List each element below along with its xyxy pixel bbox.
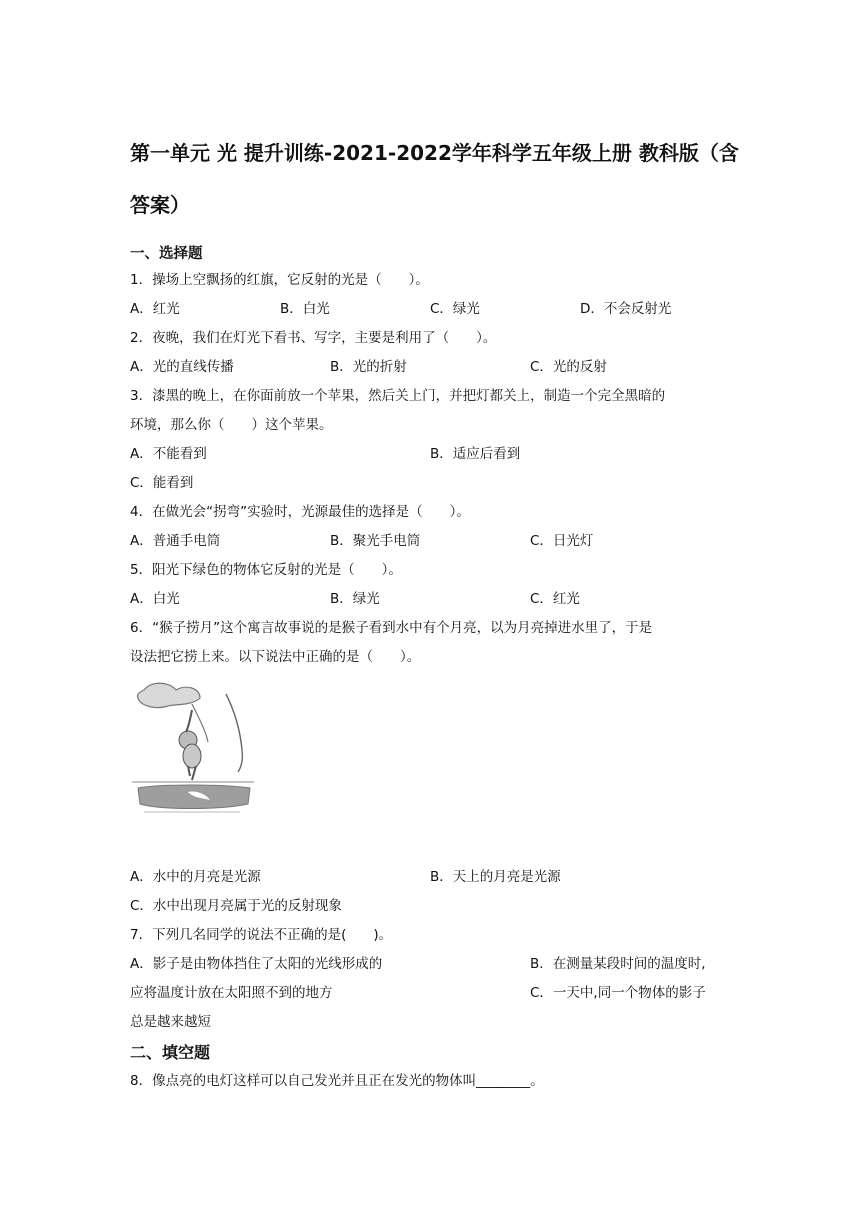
q2-option-a: A．光的直线传播 <box>130 359 234 375</box>
question-6-stem-line-1: 6．“猴子捞月”这个寓言故事说的是猴子看到水中有个月亮，以为月亮掉进水里了，于是 <box>130 620 653 636</box>
q7-option-b-part-1: B．在测量某段时间的温度时, <box>530 956 706 972</box>
q6-option-b: B．天上的月亮是光源 <box>430 869 561 885</box>
q1-option-a: A．红光 <box>130 301 180 317</box>
q4-option-c: C．日光灯 <box>530 533 594 549</box>
title-line-2: 答案） <box>130 193 190 217</box>
q3-option-b: B．适应后看到 <box>430 446 521 462</box>
title-line-1: 第一单元 光 提升训练-2021-2022学年科学五年级上册 教科版（含 <box>130 141 739 165</box>
q4-option-b: B．聚光手电筒 <box>330 533 421 549</box>
q1-option-b: B．白光 <box>280 301 330 317</box>
section-heading-fill-blank: 二、填空题 <box>130 1043 211 1062</box>
q2-option-b: B．光的折射 <box>330 359 407 375</box>
section-heading-choice: 一、选择题 <box>130 246 203 262</box>
q7-option-c-part-2: 总是越来越短 <box>130 1014 211 1030</box>
q3-option-c: C．能看到 <box>130 475 194 491</box>
q4-option-a: A．普通手电筒 <box>130 533 221 549</box>
question-3-stem-line-2: 环境，那么你（ ）这个苹果。 <box>130 417 333 433</box>
q7-option-c-part-1: C．一天中,同一个物体的影子 <box>530 985 706 1001</box>
q6-option-c: C．水中出现月亮属于光的反射现象 <box>130 898 342 914</box>
q6-option-a: A．水中的月亮是光源 <box>130 869 261 885</box>
question-7-stem: 7．下列几名同学的说法不正确的是( )。 <box>130 927 393 943</box>
q7-option-b-part-2: 应将温度计放在太阳照不到的地方 <box>130 985 333 1001</box>
q7-option-a: A．影子是由物体挡住了太阳的光线形成的 <box>130 956 383 972</box>
question-2-stem: 2．夜晚，我们在灯光下看书、写字，主要是利用了（ ）。 <box>130 330 497 346</box>
q5-option-a: A．白光 <box>130 591 180 607</box>
q1-option-d: D．不会反射光 <box>580 301 672 317</box>
monkey-moon-illustration <box>130 680 260 820</box>
question-4-stem: 4．在做光会“拐弯”实验时，光源最佳的选择是（ ）。 <box>130 504 470 520</box>
question-1-stem: 1．操场上空飘扬的红旗，它反射的光是（ ）。 <box>130 272 429 288</box>
question-3-stem-line-1: 3．漆黑的晚上，在你面前放一个苹果，然后关上门，并把灯都关上，制造一个完全黑暗的 <box>130 388 666 404</box>
q1-option-c: C．绿光 <box>430 301 480 317</box>
document-title <box>130 127 742 231</box>
question-5-stem: 5．阳光下绿色的物体它反射的光是（ ）。 <box>130 562 402 578</box>
q3-option-a: A．不能看到 <box>130 446 207 462</box>
question-8-stem: 8．像点亮的电灯这样可以自己发光并且正在发光的物体叫________。 <box>130 1073 544 1089</box>
q2-option-c: C．光的反射 <box>530 359 607 375</box>
q5-option-b: B．绿光 <box>330 591 380 607</box>
q5-option-c: C．红光 <box>530 591 580 607</box>
question-6-stem-line-2: 设法把它捞上来。以下说法中正确的是（ ）。 <box>130 649 421 665</box>
